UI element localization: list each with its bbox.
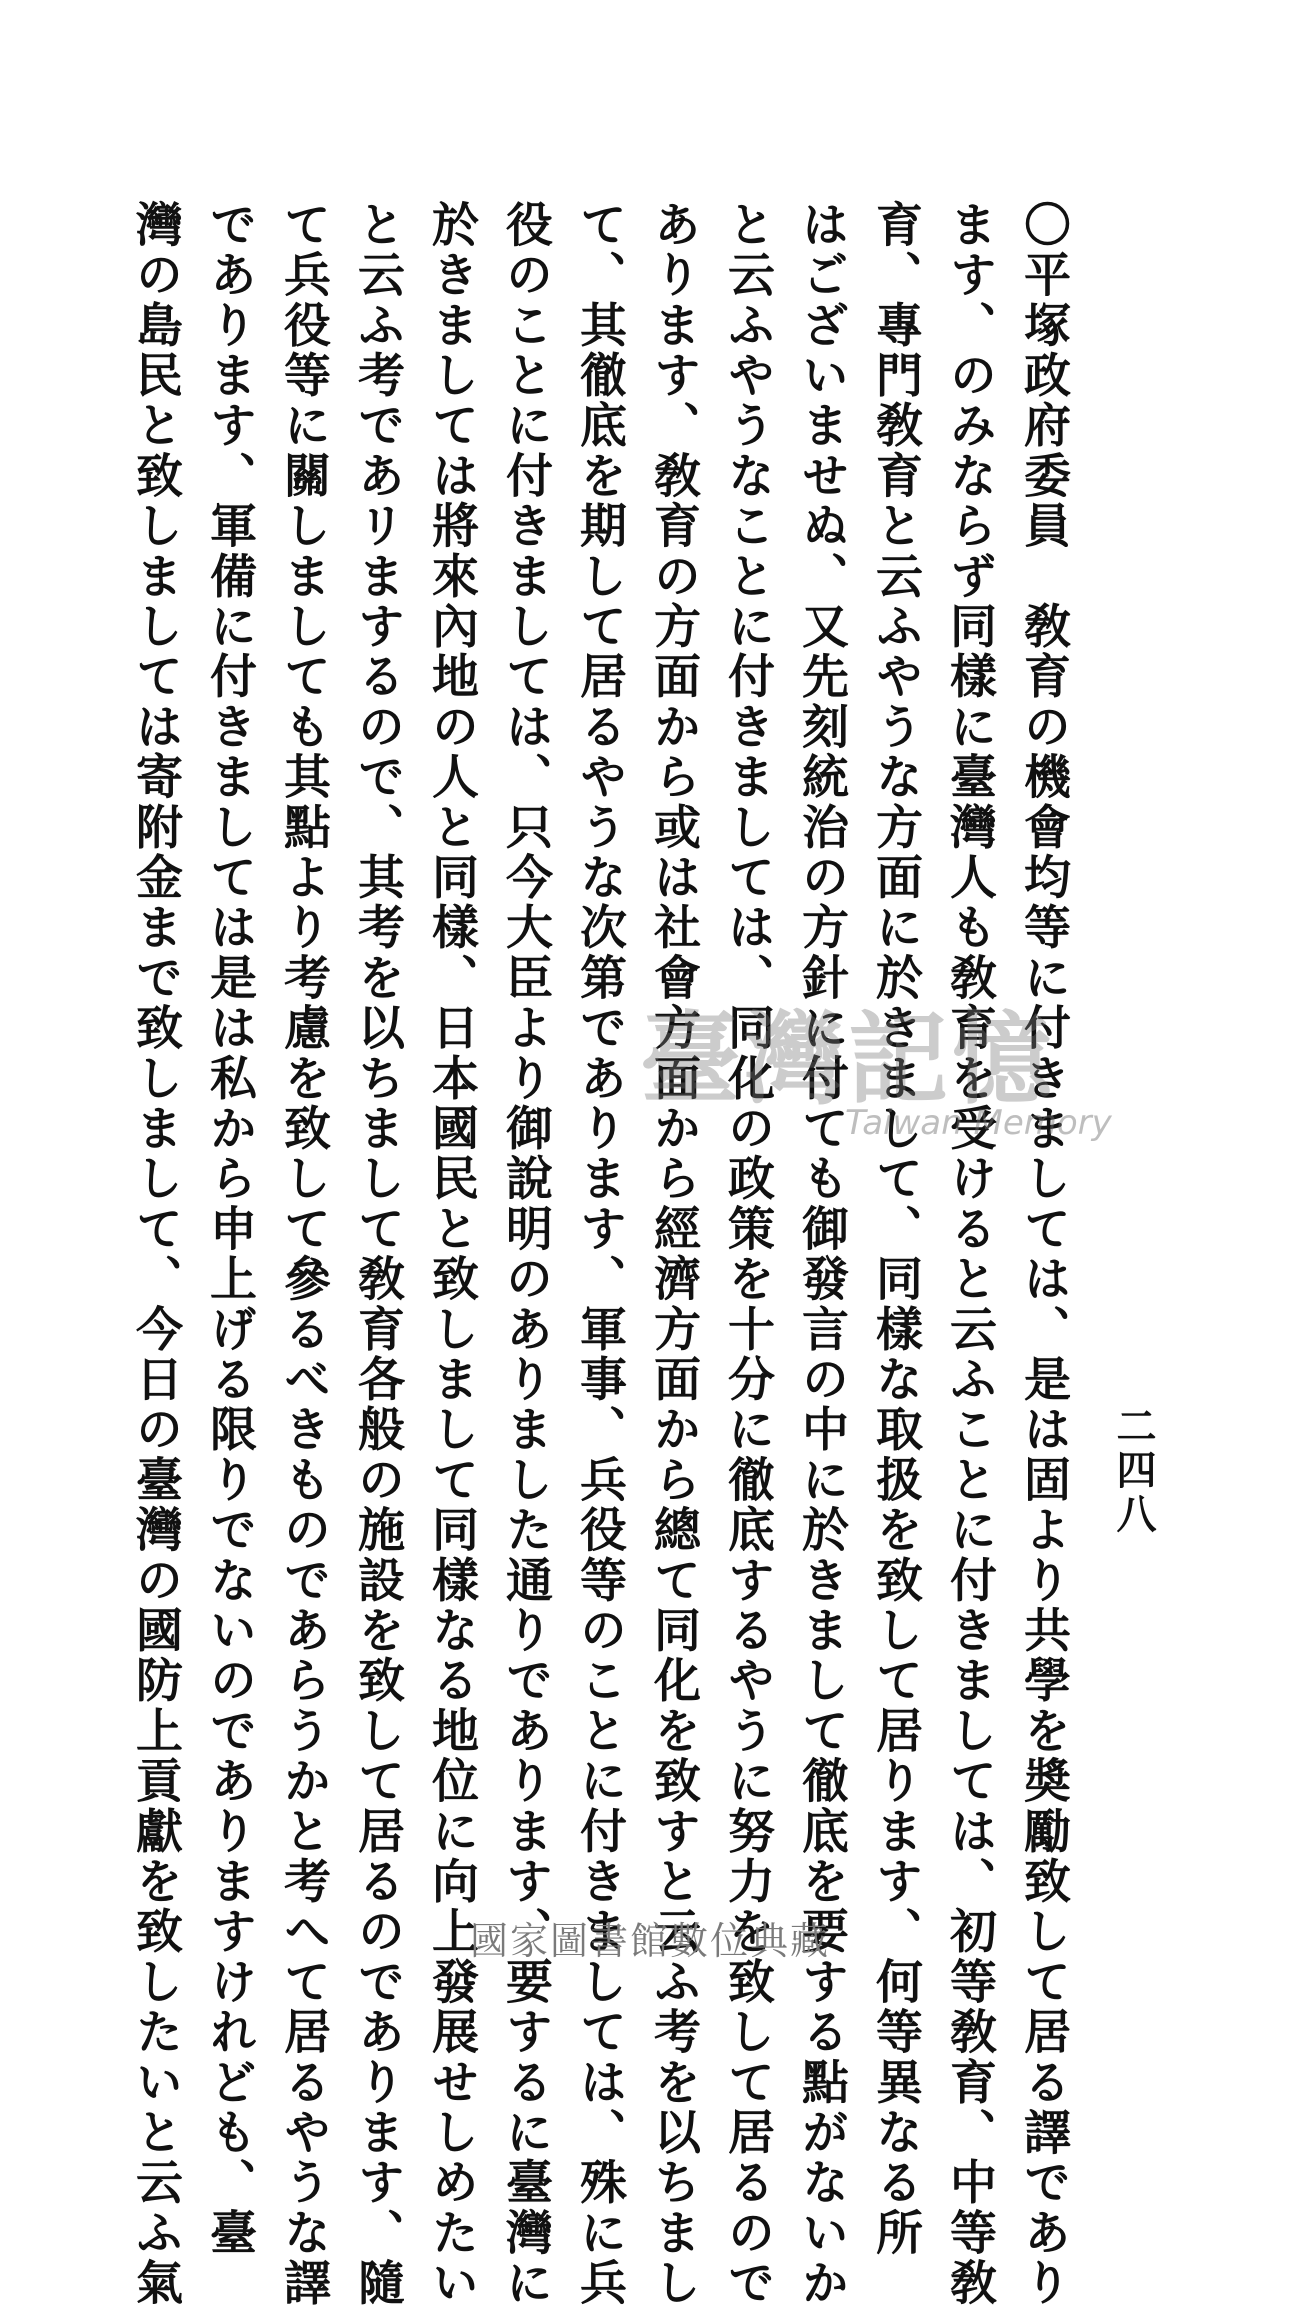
text-line: であります、軍備に付きましては是は私から申上げる限りでないのでありますけれども、臺: [202, 200, 257, 2259]
text-line: と云ふやうなことに付きましては、同化の政策を十分に徹底するやうに努力を致して居るので: [720, 200, 775, 2308]
text-line: と云ふ考であリまするので、其考を以ちまして敎育各般の施設を致して居るのであります、隨: [350, 200, 405, 2308]
text-line: 役のことに付きましては、只今大臣より御說明のありました通りであります、要するに臺灣に: [498, 200, 553, 2308]
watermark-title: 臺灣記憶: [640, 1001, 1056, 1118]
text-line: 灣の島民と致しましては寄附金まで致しまして、今日の臺灣の國防上貢獻を致したいと云ふ氣: [128, 200, 183, 2308]
text-line: 〇平塚政府委員 敎育の機會均等に付きましては、是は固より共學を奬勵致して居る譯であり: [1016, 200, 1071, 2308]
text-line: あります、敎育の方面から或は社會方面から經濟方面から總て同化を致すと云ふ考を以ちまし: [646, 200, 701, 2308]
text-line: て、其徹底を期して居るやうな次第であります、軍事、兵役等のことに付きましては、殊に兵: [572, 200, 627, 2308]
text-line: 於きましては將來內地の人と同樣、日本國民と致しまして同樣なる地位に向上發展せしめたい: [424, 200, 479, 2308]
text-line: ます、のみならず同樣に臺灣人も敎育を受けると云ふことに付きましては、初等敎育、中等敎: [942, 200, 997, 2308]
text-line: て兵役等に關しましても其點より考慮を致して參るべきものであらうかと考へて居るやうな譯: [276, 200, 331, 2308]
page-number: 二四八: [1110, 1405, 1157, 1537]
footer-label: 國家圖書館數位典藏: [469, 1919, 830, 1963]
text-line: 育、專門敎育と云ふやうな方面に於きまして、同樣な取扱を致して居ります、何等異なる所: [868, 200, 923, 2259]
watermark-subtitle: Taiwan Memory: [845, 1103, 1112, 1143]
text-line: はございませぬ、又先刻統治の方針に付ても御發言の中に於きまして徹底を要する點がないか: [794, 200, 849, 2308]
